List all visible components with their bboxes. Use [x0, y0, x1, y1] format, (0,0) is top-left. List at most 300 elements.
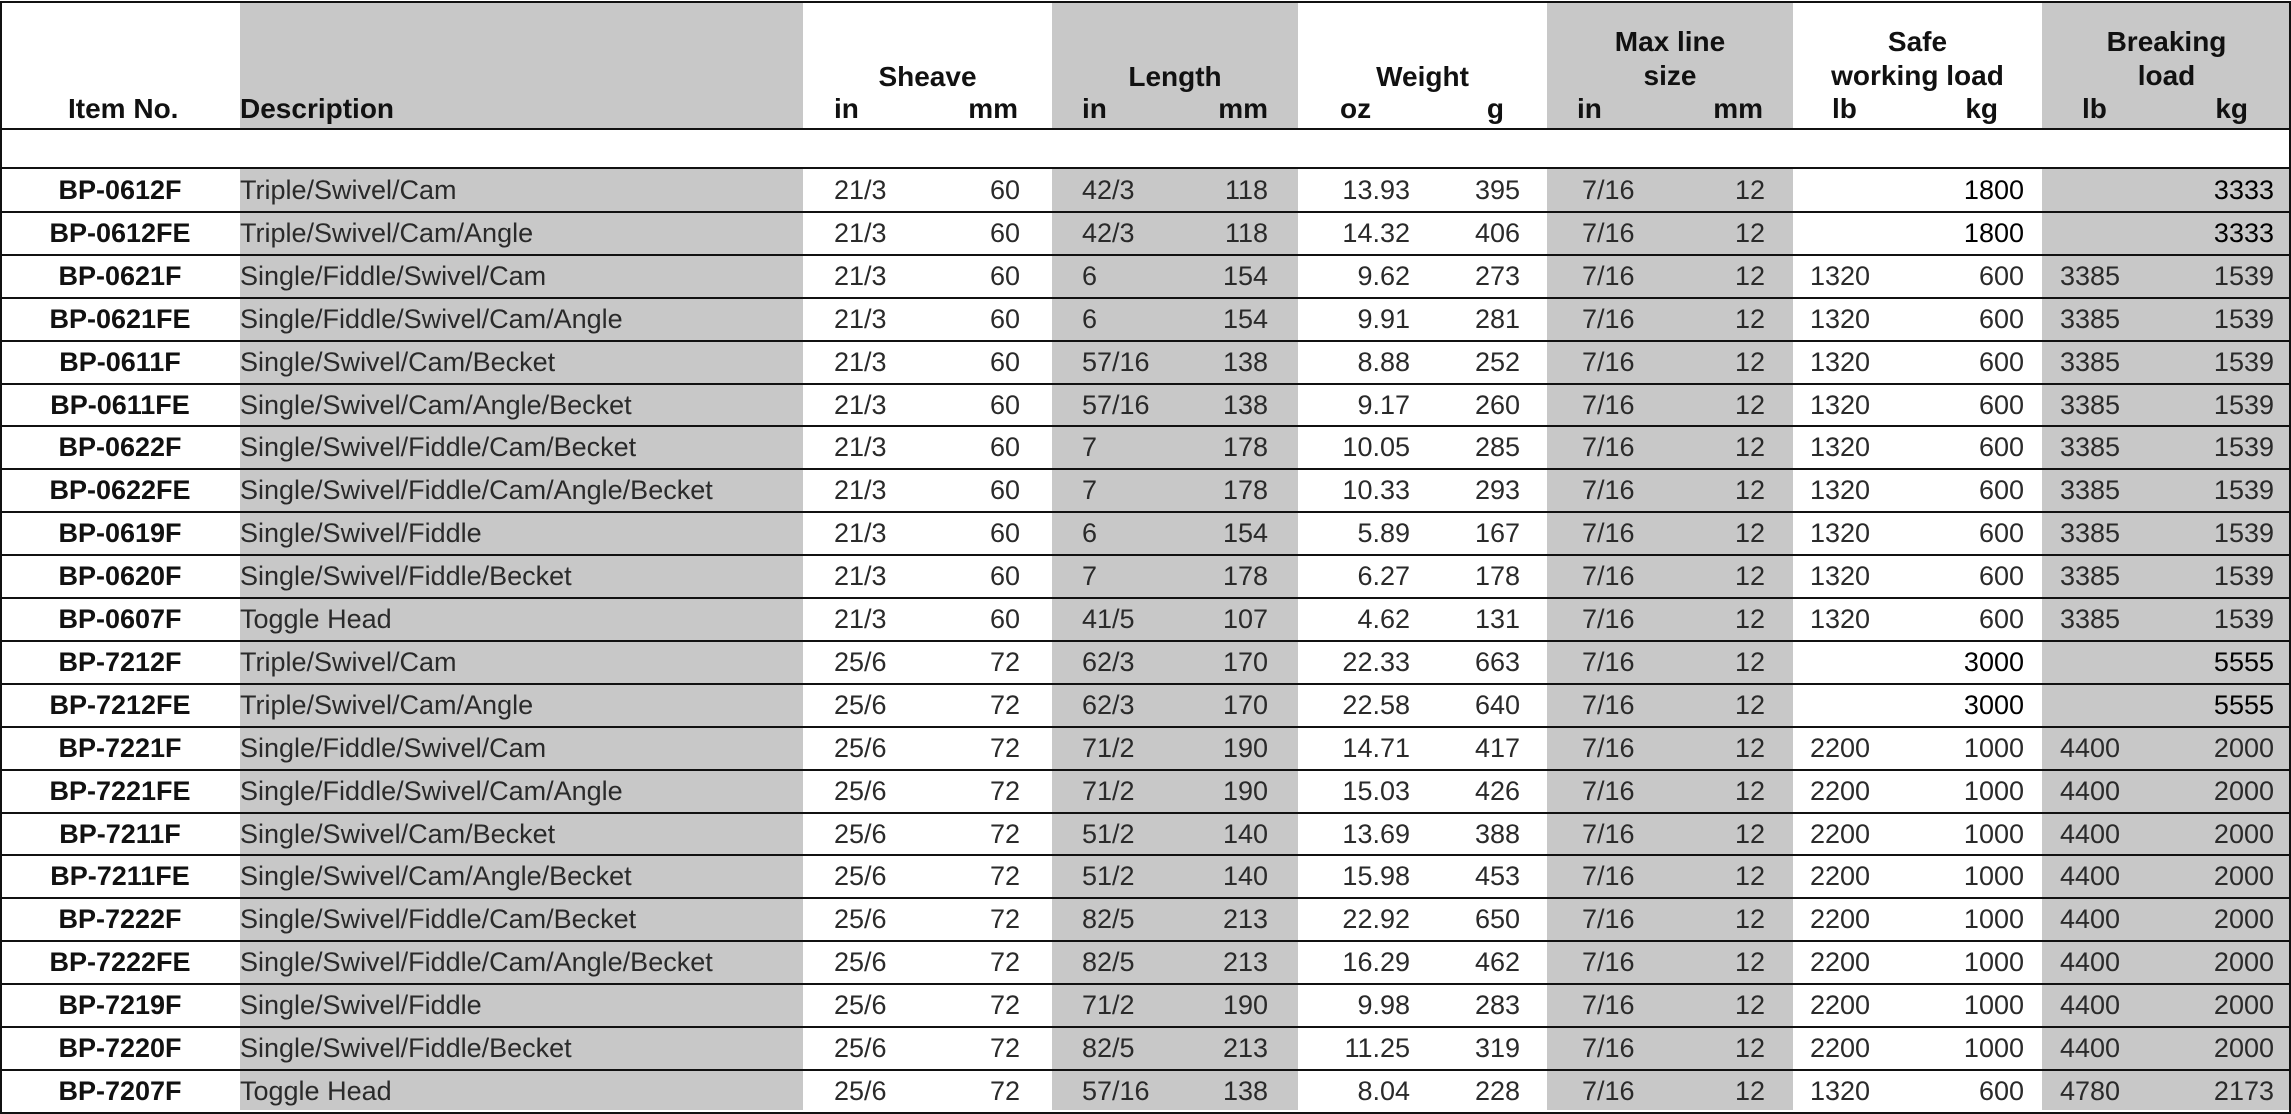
cell-swl-lb: 1320	[1810, 432, 1871, 463]
cell-length-mm: 138	[1222, 346, 1268, 377]
unit-line-mm: mm	[1713, 93, 1763, 124]
unit-length-mm: mm	[1218, 93, 1268, 124]
cell-length-in: 57/16	[1082, 346, 1150, 377]
cell-swl-kg: 600	[1978, 604, 2024, 634]
cell-length-mm: 190	[1222, 990, 1268, 1021]
cell-length-mm: 190	[1222, 732, 1268, 763]
cell-line-in: 7/16	[1582, 303, 1635, 334]
cell-description: Single/Swivel/Fiddle/Becket	[240, 1033, 572, 1063]
cell-break-kg: 5555	[2213, 646, 2274, 677]
cell-length-mm: 118	[1224, 217, 1268, 248]
cell-break-kg: 2000	[2213, 947, 2274, 978]
cell-break-kg: 3333	[2213, 217, 2274, 248]
cell-line-in: 7/16	[1582, 604, 1635, 634]
cell-line-in: 7/16	[1582, 732, 1635, 763]
cell-item-no: BP-0621F	[58, 260, 182, 291]
cell-sheave-mm: 72	[989, 990, 1020, 1021]
cell-length-in: 6	[1082, 303, 1098, 334]
cell-break-kg: 1539	[2213, 518, 2274, 549]
cell-length-in: 82/5	[1082, 1033, 1135, 1063]
cell-sheave-in: 21/3	[834, 389, 887, 420]
unit-break-kg: kg	[2215, 93, 2248, 124]
cell-description: Single/Swivel/Fiddle	[240, 990, 482, 1021]
cell-swl-lb	[1810, 684, 1910, 727]
cell-line-mm: 12	[1734, 561, 1765, 592]
cell-sheave-mm: 72	[989, 1033, 1020, 1063]
cell-weight-g: 178	[1474, 561, 1520, 592]
cell-swl-lb	[1810, 169, 1910, 212]
cell-swl-lb: 2200	[1810, 861, 1871, 892]
cell-break-lb: 4400	[2060, 990, 2121, 1021]
cell-length-in: 51/2	[1082, 861, 1135, 892]
cell-line-mm: 12	[1734, 861, 1765, 892]
cell-weight-oz: 14.32	[1342, 217, 1410, 248]
cell-sheave-mm: 72	[989, 861, 1020, 892]
cell-line-mm: 12	[1734, 303, 1765, 334]
cell-break-kg: 2000	[2213, 990, 2274, 1021]
cell-item-no: BP-7222F	[58, 904, 182, 935]
cell-item-no: BP-0622FE	[49, 475, 191, 506]
unit-line-in: in	[1577, 93, 1602, 124]
cell-swl-lb: 1320	[1810, 389, 1871, 420]
cell-sheave-in: 25/6	[834, 732, 887, 763]
cell-swl-kg: 600	[1978, 303, 2024, 334]
cell-weight-oz: 15.03	[1342, 775, 1410, 806]
cell-item-no: BP-7221F	[58, 732, 182, 763]
cell-break-lb: 4400	[2060, 732, 2121, 763]
cell-break-kg: 1539	[2213, 260, 2274, 291]
cell-swl-kg: 600	[1978, 389, 2024, 420]
cell-break-kg: 1539	[2213, 303, 2274, 334]
cell-sheave-mm: 72	[989, 689, 1020, 720]
cell-swl-kg: 3000	[1963, 646, 2024, 677]
cell-line-in: 7/16	[1582, 260, 1635, 291]
cell-break-kg: 1539	[2213, 432, 2274, 463]
header-item-no: Item No.	[68, 93, 179, 124]
cell-swl-kg: 600	[1978, 518, 2024, 549]
cell-item-no: BP-0611FE	[50, 389, 190, 420]
cell-length-mm: 178	[1222, 432, 1268, 463]
cell-item-no: BP-7211FE	[50, 861, 190, 892]
cell-swl-lb	[1810, 641, 1910, 684]
cell-sheave-mm: 60	[989, 561, 1020, 592]
cell-sheave-in: 21/3	[834, 432, 887, 463]
cell-length-in: 6	[1082, 518, 1098, 549]
cell-description: Triple/Swivel/Cam/Angle	[240, 689, 534, 720]
cell-weight-g: 640	[1474, 689, 1520, 720]
header-max-line-1: Max line	[1614, 26, 1726, 57]
cell-swl-lb: 1320	[1810, 475, 1871, 506]
cell-sheave-in: 21/3	[834, 604, 887, 634]
rule-header-bottom	[0, 128, 2291, 130]
cell-length-in: 82/5	[1082, 904, 1135, 935]
cell-line-in: 7/16	[1582, 861, 1635, 892]
cell-weight-oz: 10.05	[1342, 432, 1410, 463]
header-sheave: Sheave	[878, 61, 977, 92]
cell-description: Single/Swivel/Cam/Becket	[240, 346, 556, 377]
cell-sheave-in: 25/6	[834, 861, 887, 892]
cell-line-mm: 12	[1734, 732, 1765, 763]
cell-break-kg: 2000	[2213, 775, 2274, 806]
cell-line-mm: 12	[1734, 904, 1765, 935]
cell-line-in: 7/16	[1582, 689, 1635, 720]
cell-swl-lb: 1320	[1810, 518, 1871, 549]
cell-line-mm: 12	[1734, 518, 1765, 549]
cell-description: Triple/Swivel/Cam/Angle	[240, 217, 534, 248]
cell-weight-oz: 10.33	[1342, 475, 1410, 506]
unit-length-in: in	[1082, 93, 1107, 124]
cell-sheave-in: 21/3	[834, 303, 887, 334]
cell-swl-lb: 1320	[1810, 303, 1871, 334]
cell-length-mm: 213	[1222, 947, 1268, 978]
cell-weight-oz: 11.25	[1344, 1033, 1410, 1063]
cell-weight-oz: 8.88	[1357, 346, 1410, 377]
cell-length-in: 57/16	[1082, 389, 1150, 420]
cell-swl-lb: 1320	[1810, 1075, 1871, 1106]
cell-item-no: BP-7207F	[58, 1075, 182, 1106]
cell-swl-lb: 2200	[1810, 990, 1871, 1021]
cell-line-in: 7/16	[1582, 175, 1635, 205]
cell-swl-kg: 1000	[1963, 775, 2024, 806]
cell-length-mm: 178	[1222, 475, 1268, 506]
cell-item-no: BP-0621FE	[49, 303, 191, 334]
row-divider	[0, 1112, 2291, 1114]
unit-sheave-mm: mm	[968, 93, 1018, 124]
cell-swl-kg: 3000	[1963, 689, 2024, 720]
cell-description: Triple/Swivel/Cam	[240, 646, 457, 677]
unit-swl-lb: lb	[1832, 93, 1857, 124]
cell-line-mm: 12	[1734, 432, 1765, 463]
cell-swl-kg: 1000	[1963, 732, 2024, 763]
cell-sheave-in: 21/3	[834, 518, 887, 549]
cell-weight-oz: 4.62	[1357, 604, 1410, 634]
cell-weight-oz: 8.04	[1357, 1075, 1410, 1106]
cell-length-mm: 170	[1222, 646, 1268, 677]
cell-length-mm: 140	[1222, 861, 1268, 892]
cell-description: Single/Swivel/Fiddle/Cam/Angle/Becket	[240, 475, 713, 506]
cell-swl-kg: 600	[1978, 432, 2024, 463]
cell-item-no: BP-0611F	[59, 346, 181, 377]
cell-weight-oz: 6.27	[1357, 561, 1410, 592]
cell-weight-oz: 13.69	[1342, 818, 1410, 849]
cell-description: Toggle Head	[240, 1075, 392, 1106]
cell-description: Toggle Head	[240, 604, 392, 634]
cell-length-in: 42/3	[1082, 217, 1135, 248]
cell-length-mm: 170	[1222, 689, 1268, 720]
cell-break-kg: 2000	[2213, 1033, 2274, 1063]
cell-break-kg: 1539	[2213, 604, 2274, 634]
cell-weight-g: 388	[1474, 818, 1520, 849]
cell-sheave-mm: 60	[989, 217, 1020, 248]
cell-sheave-mm: 72	[989, 947, 1020, 978]
cell-item-no: BP-7212F	[58, 646, 182, 677]
cell-description: Single/Fiddle/Swivel/Cam	[240, 732, 547, 763]
cell-sheave-in: 25/6	[834, 646, 887, 677]
cell-weight-oz: 9.98	[1357, 990, 1410, 1021]
cell-sheave-in: 25/6	[834, 904, 887, 935]
cell-length-in: 42/3	[1082, 175, 1135, 205]
cell-break-lb: 4400	[2060, 1033, 2121, 1063]
cell-break-kg: 2173	[2213, 1075, 2274, 1106]
cell-length-mm: 140	[1222, 818, 1268, 849]
cell-length-in: 41/5	[1082, 604, 1135, 634]
cell-swl-lb: 1320	[1810, 561, 1871, 592]
cell-swl-kg: 600	[1978, 1075, 2024, 1106]
cell-weight-g: 167	[1474, 518, 1520, 549]
cell-line-mm: 12	[1734, 1033, 1765, 1063]
cell-line-in: 7/16	[1582, 646, 1635, 677]
cell-line-mm: 12	[1734, 475, 1765, 506]
cell-break-lb: 4400	[2060, 904, 2121, 935]
unit-swl-kg: kg	[1965, 93, 1998, 124]
cell-sheave-in: 21/3	[834, 260, 887, 291]
cell-length-mm: 118	[1224, 175, 1268, 205]
cell-item-no: BP-7219F	[58, 990, 182, 1021]
cell-line-mm: 12	[1734, 990, 1765, 1021]
cell-sheave-in: 25/6	[834, 1075, 887, 1106]
header-breaking-load-1: Breaking	[2106, 26, 2227, 57]
cell-length-in: 51/2	[1082, 818, 1135, 849]
cell-sheave-in: 25/6	[834, 818, 887, 849]
cell-swl-lb	[1810, 212, 1910, 255]
cell-weight-g: 319	[1474, 1033, 1520, 1063]
cell-length-mm: 154	[1222, 260, 1268, 291]
cell-break-lb: 3385	[2060, 475, 2121, 506]
cell-line-mm: 12	[1734, 217, 1765, 248]
cell-line-mm: 12	[1734, 689, 1765, 720]
cell-weight-oz: 9.91	[1357, 303, 1410, 334]
cell-break-lb	[2060, 169, 2160, 212]
header-safe-working-load-1: Safe	[1887, 26, 1948, 57]
cell-line-in: 7/16	[1582, 818, 1635, 849]
cell-length-mm: 190	[1222, 775, 1268, 806]
cell-line-in: 7/16	[1582, 389, 1635, 420]
cell-swl-kg: 600	[1978, 561, 2024, 592]
cell-break-lb: 4400	[2060, 861, 2121, 892]
cell-sheave-in: 21/3	[834, 217, 887, 248]
cell-weight-g: 462	[1474, 947, 1520, 978]
cell-swl-kg: 1000	[1963, 1033, 2024, 1063]
cell-break-lb: 3385	[2060, 518, 2121, 549]
header-length: Length	[1128, 61, 1222, 92]
cell-break-kg: 1539	[2213, 389, 2274, 420]
cell-length-in: 62/3	[1082, 689, 1135, 720]
cell-sheave-mm: 60	[989, 389, 1020, 420]
cell-swl-lb: 2200	[1810, 1033, 1871, 1063]
cell-weight-oz: 14.71	[1342, 732, 1410, 763]
header-spacer	[0, 130, 2291, 167]
cell-line-in: 7/16	[1582, 904, 1635, 935]
cell-length-mm: 154	[1222, 303, 1268, 334]
header-breaking-load-2: load	[2137, 60, 2196, 91]
cell-length-in: 71/2	[1082, 990, 1135, 1021]
cell-weight-g: 426	[1474, 775, 1520, 806]
cell-length-in: 82/5	[1082, 947, 1135, 978]
cell-break-lb: 3385	[2060, 561, 2121, 592]
cell-swl-kg: 1000	[1963, 904, 2024, 935]
cell-sheave-mm: 60	[989, 604, 1020, 634]
cell-sheave-in: 25/6	[834, 990, 887, 1021]
cell-line-mm: 12	[1734, 260, 1765, 291]
cell-line-in: 7/16	[1582, 475, 1635, 506]
header-description: Description	[240, 93, 395, 124]
cell-line-in: 7/16	[1582, 346, 1635, 377]
cell-description: Single/Fiddle/Swivel/Cam/Angle	[240, 775, 623, 806]
cell-break-lb: 3385	[2060, 260, 2121, 291]
cell-length-mm: 138	[1222, 1075, 1268, 1106]
header-max-line-2: size	[1643, 60, 1697, 91]
cell-break-kg: 2000	[2213, 818, 2274, 849]
cell-swl-lb: 1320	[1810, 260, 1871, 291]
cell-item-no: BP-7211F	[59, 818, 181, 849]
cell-line-mm: 12	[1734, 346, 1765, 377]
cell-item-no: BP-7220F	[58, 1033, 182, 1063]
cell-sheave-mm: 72	[989, 732, 1020, 763]
cell-description: Single/Swivel/Cam/Becket	[240, 818, 556, 849]
cell-swl-kg: 1000	[1963, 990, 2024, 1021]
cell-weight-g: 650	[1474, 904, 1520, 935]
cell-break-lb: 3385	[2060, 346, 2121, 377]
cell-description: Single/Fiddle/Swivel/Cam/Angle	[240, 303, 623, 334]
cell-swl-lb: 1320	[1810, 346, 1871, 377]
cell-item-no: BP-7222FE	[49, 947, 191, 978]
cell-length-in: 7	[1082, 561, 1098, 592]
cell-line-in: 7/16	[1582, 518, 1635, 549]
cell-sheave-mm: 72	[989, 904, 1020, 935]
cell-sheave-mm: 72	[989, 818, 1020, 849]
cell-length-mm: 154	[1222, 518, 1268, 549]
cell-line-in: 7/16	[1582, 1075, 1635, 1106]
cell-item-no: BP-0622F	[58, 432, 182, 463]
cell-break-kg: 1539	[2213, 475, 2274, 506]
cell-break-lb	[2060, 641, 2160, 684]
cell-length-mm: 138	[1222, 389, 1268, 420]
cell-description: Single/Swivel/Fiddle	[240, 518, 482, 549]
cell-sheave-in: 21/3	[834, 475, 887, 506]
unit-weight-oz: oz	[1340, 93, 1372, 124]
cell-length-in: 7	[1082, 432, 1098, 463]
cell-weight-g: 131	[1474, 604, 1520, 634]
cell-sheave-in: 25/6	[834, 1033, 887, 1063]
cell-break-lb: 4400	[2060, 947, 2121, 978]
cell-item-no: BP-7212FE	[49, 689, 191, 720]
cell-item-no: BP-0619F	[58, 518, 182, 549]
cell-sheave-mm: 60	[989, 175, 1020, 205]
cell-line-mm: 12	[1734, 389, 1765, 420]
cell-item-no: BP-0620F	[58, 561, 182, 592]
cell-sheave-mm: 72	[989, 775, 1020, 806]
cell-line-in: 7/16	[1582, 990, 1635, 1021]
cell-sheave-in: 21/3	[834, 175, 887, 205]
cell-break-kg: 1539	[2213, 346, 2274, 377]
cell-length-in: 7	[1082, 475, 1098, 506]
cell-swl-kg: 1000	[1963, 861, 2024, 892]
cell-weight-g: 395	[1474, 175, 1520, 205]
cell-length-in: 71/2	[1082, 775, 1135, 806]
unit-sheave-in: in	[834, 93, 859, 124]
cell-description: Single/Swivel/Fiddle/Cam/Becket	[240, 904, 637, 935]
cell-break-lb: 3385	[2060, 432, 2121, 463]
cell-weight-g: 260	[1474, 389, 1520, 420]
cell-swl-kg: 1800	[1963, 217, 2024, 248]
cell-swl-kg: 600	[1978, 475, 2024, 506]
cell-sheave-in: 25/6	[834, 689, 887, 720]
cell-weight-g: 252	[1474, 346, 1520, 377]
cell-sheave-mm: 60	[989, 303, 1020, 334]
cell-weight-g: 228	[1474, 1075, 1520, 1106]
cell-swl-kg: 1000	[1963, 818, 2024, 849]
cell-swl-kg: 600	[1978, 260, 2024, 291]
cell-line-in: 7/16	[1582, 217, 1635, 248]
cell-swl-lb: 2200	[1810, 732, 1871, 763]
cell-length-mm: 213	[1222, 904, 1268, 935]
cell-line-in: 7/16	[1582, 561, 1635, 592]
cell-swl-kg: 600	[1978, 346, 2024, 377]
cell-line-mm: 12	[1734, 646, 1765, 677]
cell-break-kg: 1539	[2213, 561, 2274, 592]
cell-description: Triple/Swivel/Cam	[240, 175, 457, 205]
unit-weight-g: g	[1486, 93, 1504, 124]
cell-weight-oz: 9.17	[1357, 389, 1410, 420]
cell-line-in: 7/16	[1582, 1033, 1635, 1063]
cell-weight-g: 273	[1474, 260, 1520, 291]
cell-sheave-mm: 60	[989, 475, 1020, 506]
cell-swl-lb: 1320	[1810, 604, 1871, 634]
cell-length-mm: 107	[1222, 604, 1268, 634]
cell-break-kg: 2000	[2213, 861, 2274, 892]
cell-weight-g: 283	[1474, 990, 1520, 1021]
cell-description: Single/Swivel/Cam/Angle/Becket	[240, 861, 632, 892]
cell-sheave-in: 21/3	[834, 346, 887, 377]
cell-line-in: 7/16	[1582, 775, 1635, 806]
cell-sheave-mm: 60	[989, 432, 1020, 463]
unit-break-lb: lb	[2082, 93, 2107, 124]
cell-weight-oz: 15.98	[1342, 861, 1410, 892]
cell-weight-g: 285	[1474, 432, 1520, 463]
cell-length-in: 57/16	[1082, 1075, 1150, 1106]
cell-line-in: 7/16	[1582, 432, 1635, 463]
cell-break-kg: 2000	[2213, 732, 2274, 763]
cell-item-no: BP-0607F	[58, 604, 182, 634]
cell-sheave-mm: 72	[989, 646, 1020, 677]
cell-weight-oz: 22.92	[1342, 904, 1410, 935]
cell-item-no: BP-0612FE	[49, 217, 191, 248]
cell-break-lb	[2060, 212, 2160, 255]
cell-sheave-in: 25/6	[834, 947, 887, 978]
cell-weight-oz: 9.62	[1357, 260, 1410, 291]
cell-line-mm: 12	[1734, 1075, 1765, 1106]
cell-sheave-mm: 72	[989, 1075, 1020, 1106]
cell-sheave-in: 25/6	[834, 775, 887, 806]
cell-weight-oz: 13.93	[1342, 175, 1410, 205]
cell-description: Single/Swivel/Cam/Angle/Becket	[240, 389, 632, 420]
cell-swl-lb: 2200	[1810, 818, 1871, 849]
cell-break-lb: 4400	[2060, 775, 2121, 806]
cell-length-in: 62/3	[1082, 646, 1135, 677]
cell-break-kg: 3333	[2213, 175, 2274, 205]
cell-weight-g: 417	[1474, 732, 1520, 763]
header-safe-working-load-2: working load	[1831, 60, 2004, 91]
cell-sheave-mm: 60	[989, 346, 1020, 377]
cell-weight-oz: 5.89	[1357, 518, 1410, 549]
cell-line-mm: 12	[1734, 775, 1765, 806]
cell-swl-kg: 1000	[1963, 947, 2024, 978]
cell-swl-lb: 2200	[1810, 775, 1871, 806]
cell-sheave-in: 21/3	[834, 561, 887, 592]
cell-break-lb: 3385	[2060, 389, 2121, 420]
cell-swl-lb: 2200	[1810, 904, 1871, 935]
cell-sheave-mm: 60	[989, 518, 1020, 549]
